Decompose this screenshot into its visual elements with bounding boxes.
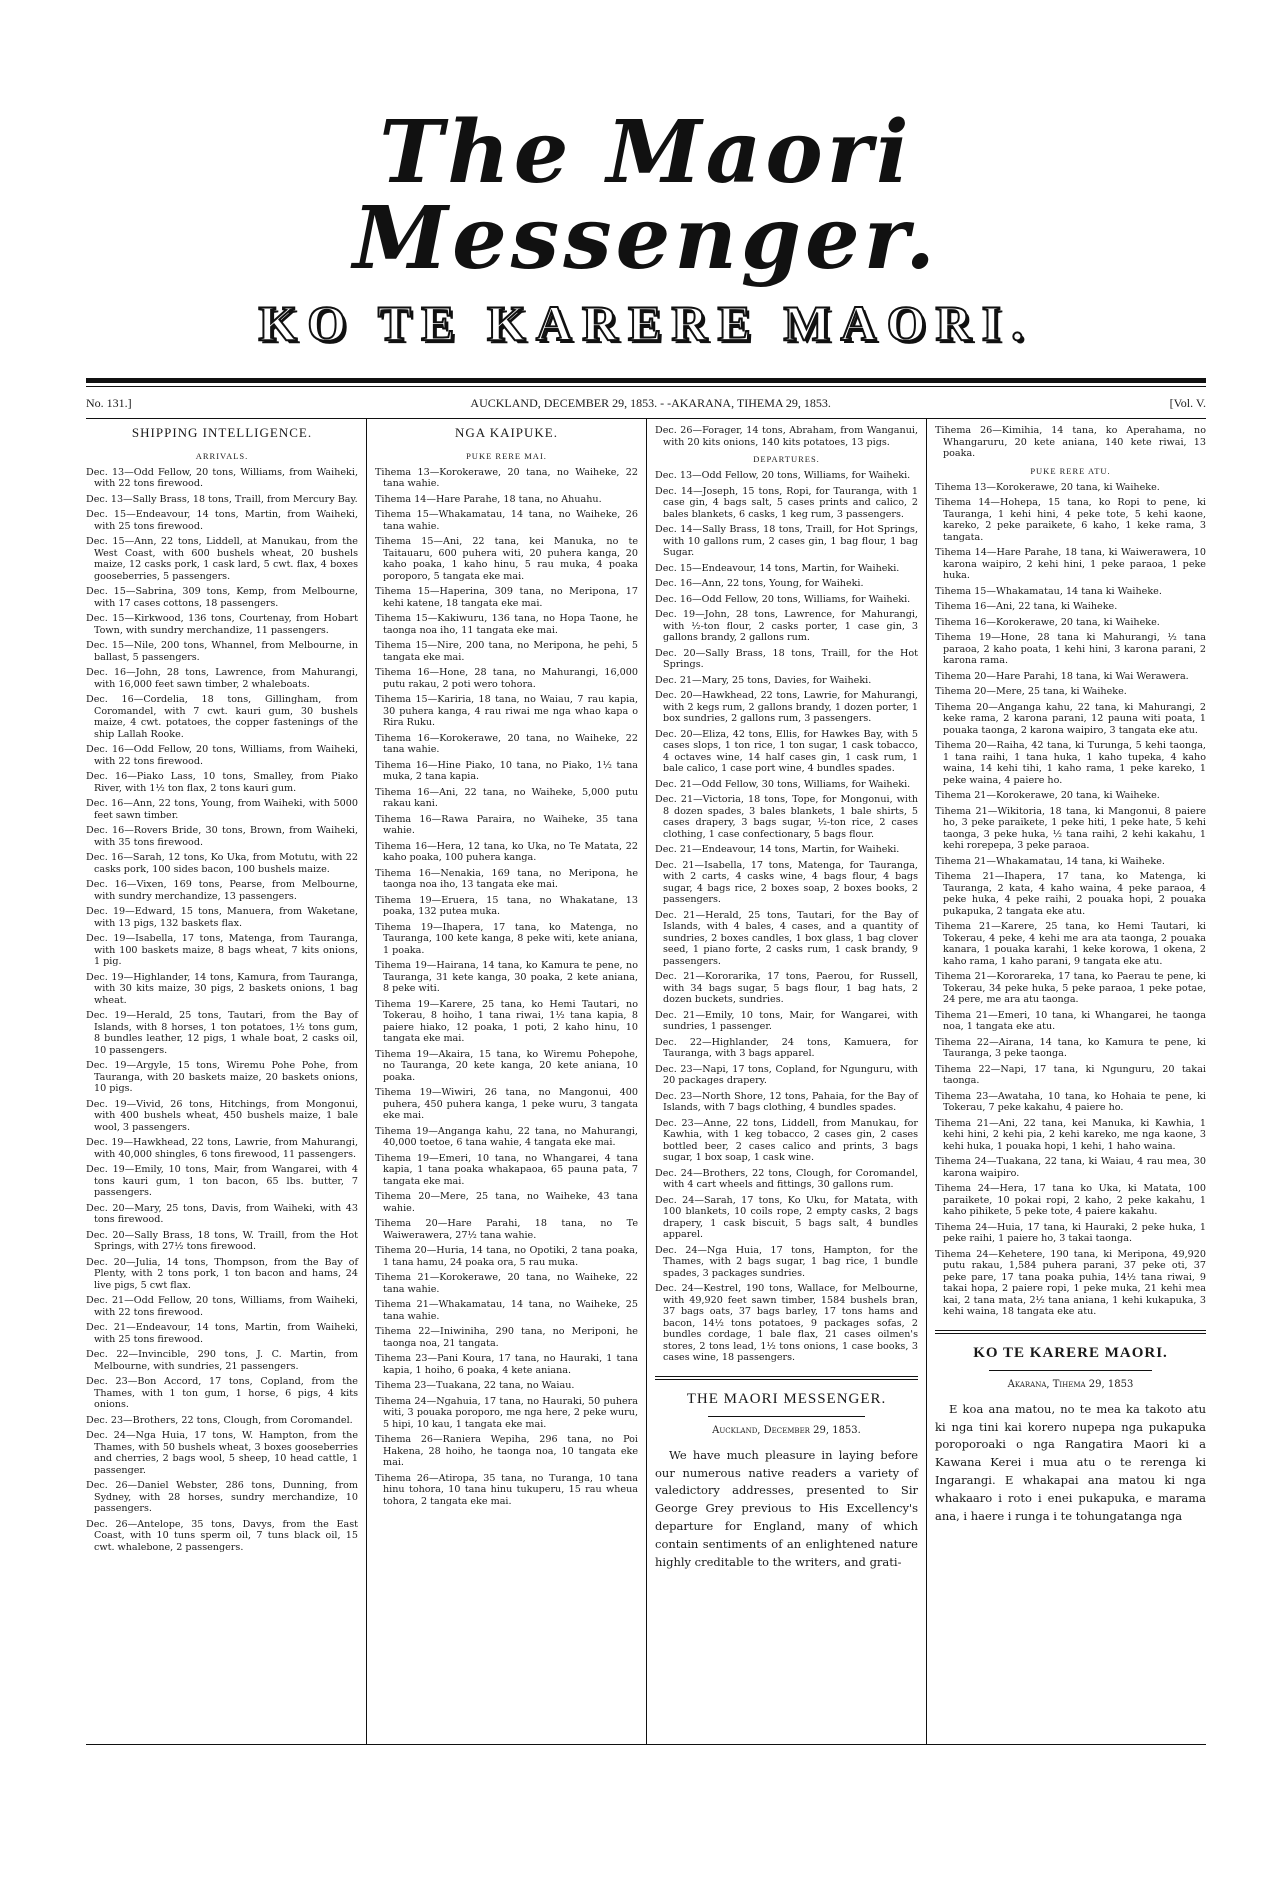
shipping-entry: Dec. 22—Highlander, 24 tons, Kamuera, for Tauranga, with 3 bags apparel. — [655, 1036, 918, 1060]
shipping-entry: Tihema 16—Korokerawe, 20 tana, no Waiheke, 22 tana wahie. — [375, 732, 638, 756]
shipping-entry: Dec. 19—Emily, 10 tons, Mair, from Wangarei, with 4 tons kauri gum, 1 ton bacon, 65 lbs. butter, 7 passengers. — [86, 1164, 358, 1199]
subsection-heading: ARRIVALS. — [195, 450, 249, 461]
shipping-entry: Tihema 14—Hohepa, 15 tana, ko Ropi to pene, ki Tauranga, 1 kehi hini, 4 peke tote, 5 kehi kaone, kareko, 2 peke paraikete, 6 kaho, 1 keke rama, 3 tangata. — [935, 497, 1206, 543]
entry-list — [935, 425, 1206, 460]
shipping-entry: Tihema 21—Ihapera, 17 tana, ko Matenga, ki Tauranga, 2 kata, 4 kaho waina, 4 peke paraoa, 4 peke huka, 4 peke raihi, 2 pouaka hopi, 2 pouaka pukapuka, 2 tangata eke atu. — [935, 871, 1206, 917]
shipping-entry: Dec. 14—Joseph, 15 tons, Ropi, for Tauranga, with 1 case gin, 4 bags salt, 5 cases prints and calico, 2 bales blankets, 6 casks, 1 keg rum, 3 passengers. — [655, 485, 918, 520]
shipping-entry: Dec. 19—Highlander, 14 tons, Kamura, from Tauranga, with 30 kits maize, 30 pigs, 2 baskets onions, 1 bag wheat. — [86, 971, 358, 1006]
shipping-entry: Dec. 21—Odd Fellow, 20 tons, Williams, from Waiheki, with 22 tons firewood. — [86, 1295, 358, 1318]
shipping-entry: Tihema 23—Tuakana, 22 tana, no Waiau. — [375, 1380, 575, 1392]
shipping-entry: Dec. 14—Sally Brass, 18 tons, Traill, for Hot Springs, with 10 gallons rum, 2 cases gin, 1 bag flour, 1 bag Sugar. — [655, 524, 918, 559]
shipping-entry: Dec. 19—Herald, 25 tons, Tautari, from the Bay of Islands, with 8 horses, 1 ton potatoes, 1½ tons gum, 8 bundles leather, 12 pigs, 1 whale boat, 2 casks oil, 10 passengers. — [86, 1010, 358, 1056]
shipping-entry: Tihema 15—Kariria, 18 tana, no Waiau, 7 rau kapia, 30 puhera kanga, 4 rau riwai me nga whao kapa o Rira Ruku. — [375, 694, 638, 729]
shipping-entry: Tihema 19—Karere, 25 tana, ko Hemi Tautari, no Tokerau, 8 hoiho, 1 tana riwai, 1½ tana kapia, 8 paiere hiako, 12 poaka, 1 poti, 2 kaho hinu, 10 tangata eke mai. — [375, 998, 638, 1045]
shipping-entry: Tihema 21—Korokerawe, 20 tana, no Waiheke, 22 tana wahie. — [375, 1272, 638, 1295]
shipping-entry: Dec. 19—John, 28 tons, Lawrence, for Mahurangi, with ½-ton flour, 2 casks porter, 1 case gin, 3 gallons brandy, 2 gallons rum. — [655, 609, 918, 644]
shipping-entry: Tihema 20—Hare Parahi, 18 tana, no Te Waiwerawera, 27½ tana wahie. — [375, 1218, 638, 1241]
shipping-entry: Dec. 21—Emily, 10 tons, Mair, for Wangarei, with sundries, 1 passenger. — [655, 1009, 918, 1033]
shipping-entry: Tihema 16—Hine Piako, 10 tana, no Piako, 1½ tana muka, 2 tana kapia. — [375, 759, 638, 783]
shipping-entry: Tihema 20—Huria, 14 tana, no Opotiki, 2 tana poaka, 1 tana hamu, 24 poaka ora, 5 rau muka. — [375, 1245, 638, 1268]
dateline — [86, 387, 1206, 418]
shipping-entry: Tihema 16—Korokerawe, 20 tana, ki Waiheke. — [935, 616, 1160, 628]
shipping-entry: Tihema 16—Ani, 22 tana, ki Waiheke. — [935, 601, 1118, 613]
shipping-entry: Dec. 16—Piako Lass, 10 tons, Smalley, from Piako River, with 1½ ton flax, 2 tons kauri gum. — [86, 771, 358, 794]
shipping-entry: Tihema 19—Hairana, 14 tana, ko Kamura te pene, no Tauranga, 31 kete kanga, 30 poaka, 2 kete aniana, 8 peke witi. — [375, 960, 638, 995]
subsection-heading: PUKE RERE MAI. — [466, 450, 547, 461]
shipping-entry: Dec. 21—Herald, 25 tons, Tautari, for the Bay of Islands, with 4 bales, 4 cases, and a quantity of sundries, 2 boxes candles, 1 box glass, 1 bag clover seed, 1 piano forte, 2 casks rum, 1 cask brandy, 9 passengers. — [655, 909, 918, 967]
shipping-entry: Tihema 20—Anganga kahu, 22 tana, ki Mahurangi, 2 keke rama, 2 karona parani, 12 pauna witi poata, 1 pouaka taonga, 2 karona waipiro, 3 tangata eke atu. — [935, 701, 1206, 736]
shipping-entry: Dec. 20—Hawkhead, 22 tons, Lawrie, for Mahurangi, with 2 kegs rum, 2 gallons brandy, 1 dozen porter, 1 box sundries, 2 gallons rum, 3 passengers. — [655, 690, 918, 725]
entry-list — [86, 467, 358, 1554]
shipping-entry: Tihema 23—Pani Koura, 17 tana, no Hauraki, 1 tana kapia, 1 hoiho, 6 poaka, 4 kete aniana. — [375, 1353, 638, 1376]
column-departures-english — [646, 419, 926, 1744]
shipping-entry: Tihema 21—Korokerawe, 20 tana, ki Waiheke. — [935, 790, 1160, 802]
shipping-entry: Tihema 15—Haperina, 309 tana, no Meripona, 17 kehi katene, 18 tangata eke mai. — [375, 586, 638, 609]
shipping-entry: Tihema 15—Kakiwuru, 136 tana, no Hopa Taone, he taonga noa iho, 11 tangata eke mai. — [375, 613, 638, 636]
shipping-entry: Dec. 16—Odd Fellow, 20 tons, Williams, from Waiheki, with 22 tons firewood. — [86, 744, 358, 767]
shipping-entry: Dec. 22—Invincible, 290 tons, J. C. Martin, from Melbourne, with sundries, 21 passengers. — [86, 1349, 358, 1372]
shipping-entry: Dec. 19—Isabella, 17 tons, Matenga, from Tauranga, with 100 baskets maize, 8 bags wheat, 7 kits onions, 1 pig. — [86, 933, 358, 968]
shipping-entry: Dec. 16—Odd Fellow, 20 tons, Williams, for Waiheki. — [655, 593, 911, 605]
editorial-title: THE MAORI MESSENGER. — [686, 1390, 887, 1407]
masthead-subtitle: KO TE KARERE MAORI. — [258, 295, 1034, 351]
editorial-body: E koa ana matou, no te mea ka takoto atu ki nga tini kai korero nupepa nga pukapuka poroporoaki o nga Rangatira Maori ki a Kawana Kerei i mua atu o te rerenga ki Ingarangi. E whakapai ana matou ki nga whakaaro i roto i enei pukapuka, e marama ana, i haere i runga i te tohungatanga nga — [935, 1401, 1206, 1523]
shipping-entry: Tihema 19—Ihapera, 17 tana, ko Matenga, no Tauranga, 100 kete kanga, 8 peke witi, kete aniana, 1 poaka. — [375, 921, 638, 956]
shipping-entry: Tihema 26—Kimihia, 14 tana, ko Aperahama, no Whangaruru, 20 kete aniana, 140 kete riwai, 13 poaka. — [935, 425, 1206, 459]
editorial-english — [655, 1376, 918, 1572]
shipping-entry: Dec. 26—Daniel Webster, 286 tons, Dunning, from Sydney, with 28 horses, sundry merchandize, 10 passengers. — [86, 1480, 358, 1515]
shipping-entry: Dec. 16—Vixen, 169 tons, Pearse, from Melbourne, with sundry merchandize, 13 passengers. — [86, 879, 358, 902]
shipping-entry: Tihema 14—Hare Parahe, 18 tana, ki Waiwerawera, 10 karona waipiro, 2 kehi hini, 1 peke paraoa, 1 peke huka. — [935, 547, 1206, 582]
shipping-entry: Dec. 15—Kirkwood, 136 tons, Courtenay, from Hobart Town, with sundry merchandize, 11 passengers. — [86, 613, 358, 636]
shipping-entry: Tihema 14—Hare Parahe, 18 tana, no Ahuahu. — [375, 493, 602, 505]
editorial-dateline: Akarana, Tihema 29, 1853 — [1007, 1378, 1134, 1390]
shipping-entry: Tihema 19—Anganga kahu, 22 tana, no Mahurangi, 40,000 toetoe, 6 tana wahie, 4 tangata eke mai. — [375, 1125, 638, 1149]
entry-list — [655, 470, 918, 1364]
shipping-entry: Dec. 20—Mary, 25 tons, Davis, from Waiheki, with 43 tons firewood. — [86, 1202, 358, 1226]
shipping-entry: Tihema 24—Hera, 17 tana ko Uka, ki Matata, 100 paraikete, 10 pokai ropi, 2 kaho, 2 peke kakahu, 1 kaho pihikete, 5 peke tote, 4 paiere kakahu. — [935, 1183, 1206, 1218]
shipping-entry: Tihema 21—Kororareka, 17 tana, ko Paerau te pene, ki Tokerau, 34 peke huka, 5 peke paraoa, 1 peke potae, 24 pere, me ara atu taonga. — [935, 971, 1206, 1006]
shipping-entry: Tihema 19—Hone, 28 tana ki Mahurangi, ½ tana paraoa, 2 kaho poata, 1 kehi hini, 3 karona parani, 2 karona rama. — [935, 632, 1206, 667]
shipping-entry: Dec. 21—Victoria, 18 tons, Tope, for Mongonui, with 8 dozen spades, 3 bales blankets, 1 bale shirts, 5 cases drapery, 3 bags sugar, ½-ton rice, 2 cases clothing, 1 case confectionary, 5 bags flour. — [655, 794, 918, 840]
shipping-entry: Dec. 21—Odd Fellow, 30 tons, Williams, for Waiheki. — [655, 778, 911, 790]
entry-list — [375, 467, 638, 1508]
shipping-entry: Dec. 20—Sally Brass, 18 tons, W. Traill, from the Hot Springs, with 27½ tons firewood. — [86, 1229, 358, 1253]
shipping-entry: Dec. 20—Sally Brass, 18 tons, Traill, for the Hot Springs. — [655, 647, 918, 671]
shipping-entry: Dec. 15—Endeavour, 14 tons, Martin, for Waiheki. — [655, 562, 900, 574]
shipping-entry: Tihema 19—Emeri, 10 tana, no Whangarei, 4 tana kapia, 1 tana poaka whakapaoa, 65 pauna pata, 7 tangata eke mai. — [375, 1152, 638, 1187]
shipping-entry: Tihema 21—Ani, 22 tana, kei Manuka, ki Kawhia, 1 kehi hini, 2 kehi pia, 2 kehi kareko, me nga kaone, 3 kehi huka, 1 pouaka hopi, 1 kehi, 1 haho waina. — [935, 1117, 1206, 1152]
shipping-entry: Tihema 15—Nire, 200 tana, no Meripona, he pehi, 5 tangata eke mai. — [375, 640, 638, 663]
shipping-entry: Dec. 16—Ann, 22 tons, Young, from Waiheki, with 5000 feet sawn timber. — [86, 798, 358, 821]
shipping-entry: Tihema 16—Hera, 12 tana, ko Uka, no Te Matata, 22 kaho poaka, 100 puhera kanga. — [375, 840, 638, 864]
shipping-entry: Tihema 22—Iniwiniha, 290 tana, no Meriponi, he taonga noa, 21 tangata. — [375, 1326, 638, 1349]
issue-number: No. 131.] — [86, 396, 132, 410]
shipping-entry: Dec. 21—Endeavour, 14 tons, Martin, from Waiheki, with 25 tons firewood. — [86, 1322, 358, 1345]
shipping-entry: Dec. 23—Anne, 22 tons, Liddell, from Manukau, for Kawhia, with 1 keg tobacco, 2 cases gin, 2 cases bottled beer, 2 cases calico and prints, 3 bags sugar, 1 box soap, 1 cask wine. — [655, 1117, 918, 1164]
shipping-entry: Dec. 21—Endeavour, 14 tons, Martin, for Waiheki. — [655, 844, 900, 856]
shipping-entry: Dec. 15—Ann, 22 tons, Liddell, at Manukau, from the West Coast, with 600 bushels wheat, 20 bushels maize, 12 casks pork, 1 cask lard, 5 cwt. flax, 4 boxes gooseberries, 5 passengers. — [86, 536, 358, 582]
shipping-entry: Dec. 16—Ann, 22 tons, Young, for Waiheki. — [655, 578, 864, 590]
shipping-entry: Dec. 24—Brothers, 22 tons, Clough, for Coromandel, with 4 cart wheels and fittings, 30 gallons rum. — [655, 1167, 918, 1191]
shipping-entry: Dec. 24—Nga Huia, 17 tons, Hampton, for the Thames, with 2 bags sugar, 1 bag rice, 1 bundle spades, 3 packages sundries. — [655, 1244, 918, 1279]
editorial-rule — [708, 1416, 866, 1417]
editorial-dateline: Auckland, December 29, 1853. — [712, 1424, 861, 1436]
shipping-entry: Tihema 24—Tuakana, 22 tana, ki Waiau, 4 rau mea, 30 karona waipiro. — [935, 1156, 1206, 1179]
shipping-entry: Dec. 26—Antelope, 35 tons, Davys, from the East Coast, with 10 tuns sperm oil, 7 tuns black oil, 15 cwt. whalebone, 2 passengers. — [86, 1518, 358, 1553]
column-shipping-english — [86, 419, 366, 1744]
shipping-entry: Tihema 13—Korokerawe, 20 tana, no Waiheke, 22 tana wahie. — [375, 466, 638, 490]
shipping-entry: Dec. 21—Isabella, 17 tons, Matenga, for Tauranga, with 2 carts, 4 casks wine, 4 bags flour, 4 bags sugar, 4 bags rice, 2 boxes soap, 2 boxes books, 2 passengers. — [655, 859, 918, 906]
shipping-entry: Dec. 20—Eliza, 42 tons, Ellis, for Hawkes Bay, with 5 cases slops, 1 ton rice, 1 ton sugar, 1 cask tobacco, 4 octaves wine, 14 half cases gin, 1 cask rum, 1 bale calico, 1 case port wine, 4 bundles spades. — [655, 728, 918, 775]
shipping-entry: Tihema 15—Whakamatau, 14 tana, no Waiheke, 26 tana wahie. — [375, 509, 638, 532]
shipping-entry: Tihema 20—Raiha, 42 tana, ki Turunga, 5 kehi taonga, 1 tana raihi, 1 tana huka, 1 kaho tupeka, 4 kaho waina, 14 kehi tihi, 1 kaho rama, 1 peke kareko, 1 peke waina, 4 paiere ho. — [935, 740, 1206, 786]
entry-list — [655, 425, 918, 448]
shipping-entry: Tihema 24—Ngahuia, 17 tana, no Hauraki, 50 puhera witi, 3 pouaka poroporo, me nga here, 2 peke wuru, 5 hipi, 10 kau, 1 tangata eke mai. — [375, 1395, 638, 1430]
shipping-entry: Tihema 21—Emeri, 10 tana, ki Whangarei, he taonga noa, 1 tangata eke atu. — [935, 1009, 1206, 1033]
editorial-title: KO TE KARERE MAORI. — [973, 1344, 1168, 1361]
columns — [86, 418, 1206, 1745]
shipping-entry: Tihema 24—Kehetere, 190 tana, ki Meripona, 49,920 putu rakau, 1,584 puhera parani, 37 peke oti, 37 peke pare, 17 tana poaka puhia, 14½ tana riwai, 9 takai hopa, 2 paiere ropi, 1 peke muka, 21 kehi mea kai, 2 tana mata, 2½ tana aniana, 1 kehi kukapuka, 3 kehi waina, 18 tangata eke atu. — [935, 1248, 1206, 1318]
column-departures-maori — [926, 419, 1206, 1744]
shipping-entry: Tihema 22—Napi, 17 tana, ki Ngunguru, 20 takai taonga. — [935, 1063, 1206, 1087]
shipping-entry: Dec. 13—Odd Fellow, 20 tons, Williams, for Waiheki. — [655, 470, 911, 482]
shipping-entry: Dec. 23—Brothers, 22 tons, Clough, from Coromandel. — [86, 1414, 353, 1426]
masthead-title: The Maori Messenger. — [352, 102, 940, 289]
shipping-entry: Dec. 19—Hawkhead, 22 tons, Lawrie, from Mahurangi, with 40,000 shingles, 6 tons firewood, 11 passengers. — [86, 1137, 358, 1160]
shipping-entry: Dec. 26—Forager, 14 tons, Abraham, from Wanganui, with 20 kits onions, 140 kits potatoes, 13 pigs. — [655, 425, 918, 448]
shipping-entry: Tihema 20—Hare Parahi, 18 tana, ki Wai Werawera. — [935, 670, 1189, 682]
shipping-entry: Tihema 16—Nenakia, 169 tana, no Meripona, he taonga noa iho, 13 tangata eke mai. — [375, 867, 638, 891]
shipping-entry: Tihema 15—Whakamatau, 14 tana ki Waiheke. — [935, 585, 1162, 597]
subsection-heading: PUKE RERE ATU. — [1030, 465, 1111, 476]
shipping-entry: Dec. 16—John, 28 tons, Lawrence, from Mahurangi, with 16,000 feet sawn timber, 2 whaleboats. — [86, 667, 358, 690]
shipping-entry: Dec. 15—Sabrina, 309 tons, Kemp, from Melbourne, with 17 cases cottons, 18 passengers. — [86, 586, 358, 609]
subsection-heading: DEPARTURES. — [753, 454, 820, 464]
shipping-entry: Tihema 26—Raniera Wepiha, 296 tana, no Poi Hakena, 28 hoiho, he taonga noa, 10 tangata eke mai. — [375, 1434, 638, 1469]
shipping-entry: Tihema 20—Mere, 25 tana, ki Waiheke. — [935, 686, 1127, 698]
shipping-entry: Dec. 23—Bon Accord, 17 tons, Copland, from the Thames, with 1 ton gum, 1 horse, 6 pigs, 4 kits onions. — [86, 1376, 358, 1411]
editorial-rule — [989, 1370, 1152, 1371]
shipping-entry: Dec. 16—Sarah, 12 tons, Ko Uka, from Motutu, with 22 casks pork, 100 sides bacon, 100 bushels maize. — [86, 852, 358, 875]
shipping-entry: Tihema 21—Karere, 25 tana, ko Hemi Tautari, ki Tokerau, 4 peke, 4 kehi me ara ata taonga, 2 pouaka kanara, 1 pouaka karahi, 1 keke korowa, 1 okena, 2 kaho rama, 1 kaho parani, 9 tangata eke atu. — [935, 921, 1206, 967]
shipping-entry: Tihema 16—Hone, 28 tana, no Mahurangi, 16,000 putu rakau, 2 poti wero tohora. — [375, 667, 638, 690]
shipping-entry: Dec. 20—Julia, 14 tons, Thompson, from the Bay of Plenty, with 2 tons pork, 1 ton bacon and hams, 24 live pigs, 5 cwt flax. — [86, 1256, 358, 1291]
shipping-entry: Dec. 21—Kororarika, 17 tons, Paerou, for Russell, with 34 bags sugar, 5 bags flour, 1 bag hats, 2 dozen buckets, sundries. — [655, 971, 918, 1006]
shipping-entry: Dec. 19—Argyle, 15 tons, Wiremu Pohe Pohe, from Tauranga, with 20 baskets maize, 20 baskets onions, 10 pigs. — [86, 1060, 358, 1095]
shipping-entry: Tihema 13—Korokerawe, 20 tana, ki Waiheke. — [935, 481, 1160, 493]
entry-list — [935, 482, 1206, 1318]
issue-date: AUCKLAND, DECEMBER 29, 1853. - -AKARANA, TIHEMA 29, 1853. — [470, 396, 831, 410]
shipping-entry: Dec. 13—Sally Brass, 18 tons, Traill, from Mercury Bay. — [86, 493, 358, 505]
shipping-entry: Tihema 23—Awataha, 10 tana, ko Hohaia te pene, ki Tokerau, 7 peke kakahu, 4 paiere ho. — [935, 1090, 1206, 1114]
section-heading: NGA KAIPUKE. — [455, 425, 558, 440]
shipping-entry: Tihema 19—Eruera, 15 tana, no Whakatane, 13 poaka, 132 putea muka. — [375, 894, 638, 918]
shipping-entry: Tihema 26—Atiropa, 35 tana, no Turanga, 10 tana hinu tohora, 10 tana hinu tukuperu, 15 rau wheua tohora, 2 tangata eke mai. — [375, 1472, 638, 1507]
shipping-entry: Dec. 13—Odd Fellow, 20 tons, Williams, from Waiheki, with 22 tons firewood. — [86, 466, 358, 490]
shipping-entry: Dec. 24—Nga Huia, 17 tons, W. Hampton, from the Thames, with 50 bushels wheat, 3 boxes gooseberries and cherries, 2 bags wool, 5 sheep, 10 head cattle, 1 passenger. — [86, 1430, 358, 1476]
shipping-entry: Tihema 22—Airana, 14 tana, ko Kamura te pene, ki Tauranga, 3 peke taonga. — [935, 1036, 1206, 1060]
shipping-entry: Tihema 20—Mere, 25 tana, no Waiheke, 43 tana wahie. — [375, 1191, 638, 1214]
shipping-entry: Dec. 16—Cordelia, 18 tons, Gillingham, from Coromandel, with 7 cwt. kauri gum, 30 bushels maize, 4 cwt. potatoes, the copper fastenings of the ship Lallah Rooke. — [86, 694, 358, 740]
shipping-entry: Tihema 24—Huia, 17 tana, ki Hauraki, 2 peke huka, 1 peke raihi, 1 paiere ho, 3 takai taonga. — [935, 1221, 1206, 1245]
shipping-entry: Dec. 19—Edward, 15 tons, Manuera, from Waketane, with 13 pigs, 132 baskets flax. — [86, 906, 358, 929]
shipping-entry: Dec. 15—Endeavour, 14 tons, Martin, from Waiheki, with 25 tons firewood. — [86, 509, 358, 532]
column-shipping-maori — [366, 419, 646, 1744]
volume-number: [Vol. V. — [1169, 396, 1206, 410]
editorial-body: We have much pleasure in laying before our numerous native readers a variety of valedictory addresses, presented to Sir George Grey previous to His Excellency's departure for England, many of which contain sentiments of an enlightened nature highly creditable to the writers, and grati- — [655, 1447, 918, 1569]
shipping-entry: Dec. 16—Rovers Bride, 30 tons, Brown, from Waiheki, with 35 tons firewood. — [86, 825, 358, 848]
shipping-entry: Tihema 19—Akaira, 15 tana, ko Wiremu Pohepohe, no Tauranga, 20 kete kanga, 20 kete aniana, 10 poaka. — [375, 1048, 638, 1083]
shipping-entry: Tihema 21—Whakamatau, 14 tana, ki Waiheke. — [935, 855, 1165, 867]
shipping-entry: Tihema 16—Rawa Paraira, no Waiheke, 35 tana wahie. — [375, 813, 638, 837]
editorial-maori — [935, 1330, 1206, 1526]
shipping-entry: Dec. 23—North Shore, 12 tons, Pahaia, for the Bay of Islands, with 7 bags clothing, 4 bundles spades. — [655, 1090, 918, 1114]
shipping-entry: Dec. 23—Napi, 17 tons, Copland, for Ngunguru, with 20 packages drapery. — [655, 1063, 918, 1087]
shipping-entry: Dec. 19—Vivid, 26 tons, Hitchings, from Mongonui, with 400 bushels wheat, 450 bushels maize, 1 bale wool, 3 passengers. — [86, 1098, 358, 1133]
shipping-entry: Tihema 15—Ani, 22 tana, kei Manuka, no te Taitauaru, 600 puhera witi, 20 puhera kanga, 20 kaho poaka, 1 kaho hinu, 5 rau muka, 4 poaka poroporo, 5 tangata eke mai. — [375, 536, 638, 582]
shipping-entry: Tihema 16—Ani, 22 tana, no Waiheke, 5,000 putu rakau kani. — [375, 786, 638, 810]
shipping-entry: Tihema 19—Wiwiri, 26 tana, no Mangonui, 400 puhera, 450 puhera kanga, 1 peke wuru, 3 tangata eke mai. — [375, 1087, 638, 1122]
shipping-entry: Dec. 24—Kestrel, 190 tons, Wallace, for Melbourne, with 49,920 feet sawn timber, 1584 bushels bran, 37 bags oats, 37 bags barley, 17 tons hams and bacon, 14½ tons potatoes, 9 packages sofas, 2 bundles cordage, 1 bale flax, 21 cases oilmen's stores, 2 tons lead, 1½ tons onions, 1 case books, 3 cases wine, 18 passengers. — [655, 1283, 918, 1364]
masthead-rule — [86, 378, 1206, 383]
shipping-entry: Dec. 24—Sarah, 17 tons, Ko Uku, for Matata, with 100 blankets, 10 coils rope, 2 empty casks, 2 bags drapery, 1 cask biscuit, 5 bags salt, 4 bundles apparel. — [655, 1194, 918, 1241]
shipping-entry: Dec. 15—Nile, 200 tons, Whannel, from Melbourne, in ballast, 5 passengers. — [86, 640, 358, 663]
shipping-entry: Tihema 21—Whakamatau, 14 tana, no Waiheke, 25 tana wahie. — [375, 1299, 638, 1322]
section-heading: SHIPPING INTELLIGENCE. — [131, 425, 313, 440]
shipping-entry: Tihema 21—Wikitoria, 18 tana, ki Mangonui, 8 paiere ho, 3 peke paraikete, 1 peke hiti, 1 peke hate, 5 kehi taonga, 3 peke huka, ½ tana raihi, 2 kehi kakahu, 1 kehi rorepepa, 3 peke paraoa. — [935, 805, 1206, 852]
shipping-entry: Dec. 21—Mary, 25 tons, Davies, for Waiheki. — [655, 674, 872, 686]
